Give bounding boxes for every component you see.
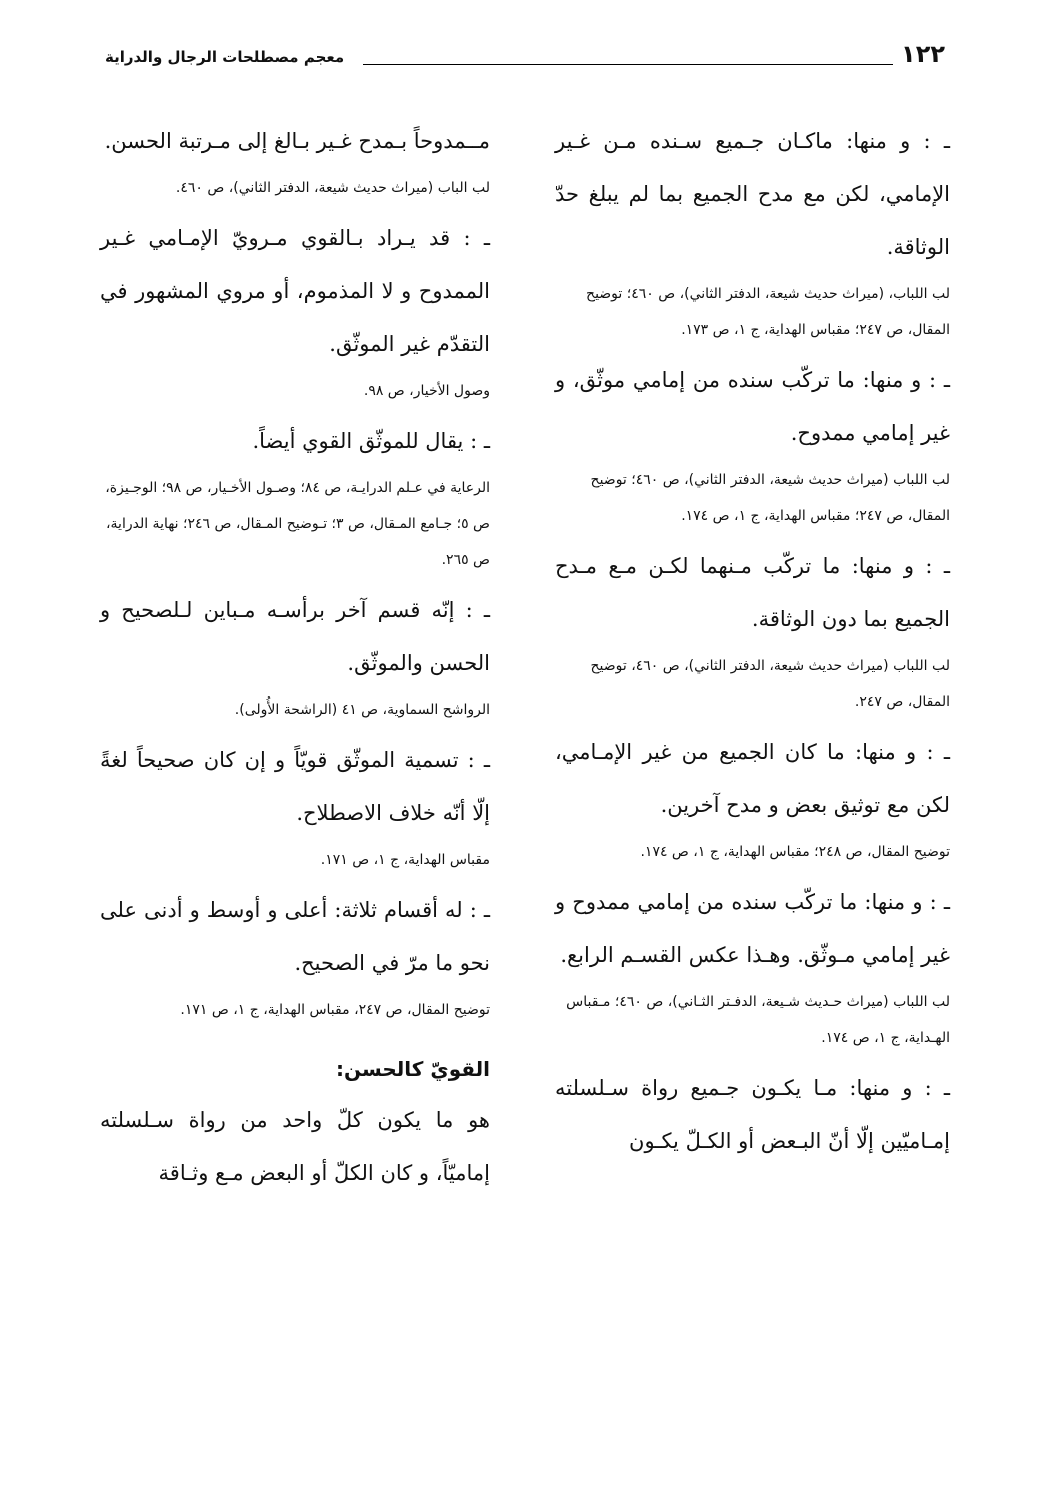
- entry-text: ـ : يقال للموثّق القوي أيضاً.: [252, 429, 490, 453]
- entry: [100, 584, 490, 728]
- entry-reference: لب اللباب (ميراث حديث شيعة، الدفتر الثاني)، ص ٤٦٠؛ توضيح المقال، ص ٢٤٧؛ مقباس الهداية، ج ١، ص ١٧٤.: [590, 472, 950, 524]
- entry-reference: توضيح المقال، ص ٢٤٨؛ مقباس الهداية، ج ١، ص ١٧٤.: [640, 844, 950, 860]
- entry-text: ـ : تسمية الموثّق قويّاً و إن كان صحيحاً لغةً إلّا أنّه خلاف الاصطلاح.: [100, 748, 490, 825]
- entry-text: ـ : إنّه قسم آخر برأسـه مـباين لـلصحيح و الحسن والموثّق.: [100, 598, 490, 675]
- entry-reference: وصول الأخيار، ص ٩٨.: [363, 383, 490, 399]
- right-column: [555, 115, 950, 1174]
- running-title: معجم مصطلحات الرجال والدراية: [105, 48, 345, 66]
- entry: [555, 115, 950, 348]
- page-header: [105, 40, 945, 80]
- page-number: ١٢٢: [901, 40, 945, 68]
- entry-text: ـ : و منها: ما كان الجميع من غير الإمـامي، لكن مع توثيق بعض و مدح آخرين.: [555, 740, 950, 817]
- entry: [555, 876, 950, 1056]
- entry: [555, 726, 950, 870]
- entry-text: ـ : له أقسام ثلاثة: أعلى و أوسط و أدنى على نحو ما مرّ في الصحيح.: [100, 898, 490, 975]
- left-column: [100, 115, 490, 1200]
- entry-text: ـ : قد يـراد بـالقوي مـرويّ الإمـامي غـير الممدوح و لا المذموم، أو مروي المشهور في التقدّم غير الموثّق.: [100, 226, 490, 356]
- section-text: هو ما يكون كلّ واحد من رواة سـلسلته إماميّاً، و كان الكلّ أو البعض مـع وثـاقة: [100, 1108, 490, 1185]
- entry-reference: الرعاية في عـلم الدرايـة، ص ٨٤؛ وصـول الأخـيار، ص ٩٨؛ الوجـيزة، ص ٥؛ جـامع المـقال، ص ٣؛ تـوضيح المـقال، ص ٢٤٦؛ نهاية الدراية، ص ٢٦٥.: [105, 480, 490, 568]
- entry-reference: توضيح المقال، ص ٢٤٧، مقباس الهداية، ج ١، ص ١٧١.: [180, 1002, 490, 1018]
- entry: [555, 540, 950, 720]
- entry-reference: لب اللباب، (ميراث حديث شيعة، الدفتر الثاني)، ص ٤٦٠؛ توضيح المقال، ص ٢٤٧؛ مقباس الهداية، ج ١، ص ١٧٣.: [586, 286, 950, 338]
- entry: [555, 354, 950, 534]
- entry-reference: مقباس الهداية، ج ١، ص ١٧١.: [320, 852, 490, 868]
- entry-text: ـ : و منها: ما تركّب سنده من إمامي ممدوح و غير إمامي مـوثّق. وهـذا عكس القسـم الرابع.: [555, 890, 950, 967]
- entry: [100, 415, 490, 578]
- entry-text: ـ : و منها: مـا يكـون جـميع رواة سـلسلته إمـاميّين إلّا أنّ البـعض أو الكـلّ يكـون: [555, 1076, 950, 1153]
- entry-reference: لب الباب (ميراث حديث شيعة، الدفتر الثاني)، ص ٤٦٠.: [175, 180, 490, 196]
- entry: [100, 884, 490, 1028]
- entry-text: مــمدوحاً بـمدح غـير بـالغ إلى مـرتبة الحسن.: [104, 129, 490, 153]
- entry: [100, 115, 490, 206]
- entry-reference: لب اللباب (ميراث حـديث شـيعة، الدفـتر الثـاني)، ص ٤٦٠؛ مـقباس الهـداية، ج ١، ص ١٧٤.: [566, 994, 950, 1046]
- header-rule: [363, 64, 893, 65]
- entry-reference: لب اللباب (ميراث حديث شيعة، الدفتر الثاني)، ص ٤٦٠، توضيح المقال، ص ٢٤٧.: [590, 658, 950, 710]
- entry-text: ـ : و منها: ما تركّب مـنهما لكـن مـع مـدح الجميع بما دون الوثاقة.: [555, 554, 950, 631]
- entry: [100, 734, 490, 878]
- entry: [100, 212, 490, 409]
- entry-reference: الرواشح السماوية، ص ٤١ (الراشحة الأُولى).: [234, 702, 490, 718]
- entry: [555, 1062, 950, 1168]
- section-heading: القويّ كالحسن:: [335, 1057, 490, 1081]
- entry-text: ـ : و منها: ما تركّب سنده من إمامي موثّق، و غير إمامي ممدوح.: [555, 368, 950, 445]
- entry-text: ـ : و منها: ماكـان جـميع سـنده مـن غـير الإمامي، لكن مع مدح الجميع بما لم يبلغ حدّ الوثاقة.: [555, 129, 950, 259]
